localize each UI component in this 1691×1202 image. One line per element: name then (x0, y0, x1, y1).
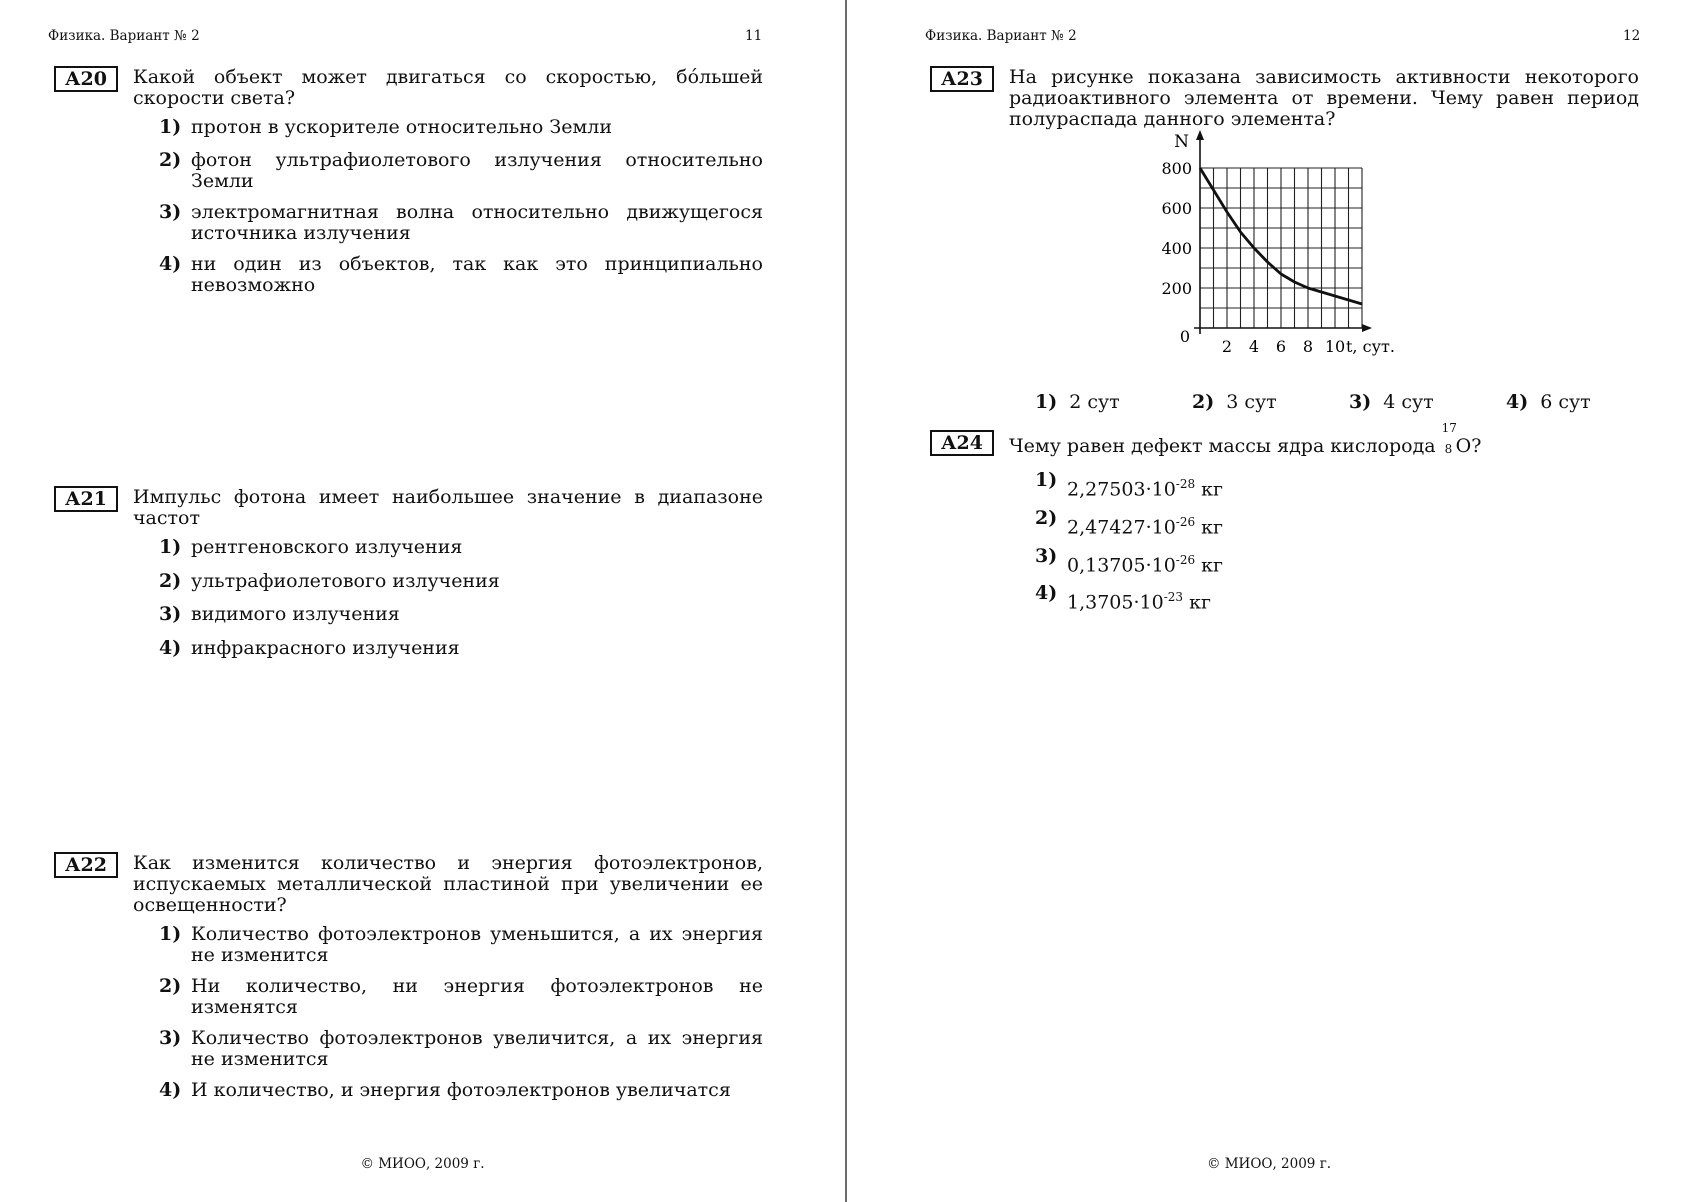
element-symbol: O (1455, 435, 1472, 457)
isotope-notation (1441, 421, 1457, 456)
decay-chart (1161, 132, 1395, 387)
option-text: инфракрасного излучения (191, 637, 460, 659)
y-tick-label: 400 (1161, 239, 1192, 258)
atomic-number: 8 (1444, 442, 1453, 456)
question-text: Импульс фотона имеет наибольшее значение в диапазоне частот (133, 486, 763, 529)
question-text: Как изменится количество и энергия фотоэлектронов, испускаемых металлической пластиной при увеличении ее освещенности? (133, 852, 763, 916)
option-text: видимого излучения (191, 603, 400, 625)
option-number: 1) (1035, 469, 1058, 491)
option-number: 4) (1035, 582, 1058, 604)
option-text: 4 сут (1383, 391, 1434, 413)
origin-label: 0 (1179, 327, 1190, 346)
page-number: 11 (745, 28, 763, 44)
x-tick-label: 4 (1248, 337, 1260, 356)
option-value (1067, 474, 1627, 500)
unit: кг (1201, 554, 1224, 577)
option-text: рентгеновского излучения (191, 536, 463, 558)
option-number: 4) (159, 1079, 182, 1101)
question-suffix: ? (1471, 435, 1482, 457)
page-number: 12 (1623, 28, 1641, 44)
option-value (1067, 512, 1627, 538)
question-text (1009, 421, 1649, 457)
option-number: 1) (159, 116, 182, 138)
page-footer: © МИОО, 2009 г. (1206, 1156, 1332, 1172)
option-number: 4) (1506, 391, 1529, 413)
unit: кг (1201, 478, 1224, 501)
answer-option[interactable] (1506, 391, 1591, 413)
question-text: На рисунке показана зависимость активности некоторого радиоактивного элемента от времени. Чему равен период полураспада данного элемента? (1009, 66, 1639, 130)
chart-labels (1161, 132, 1394, 356)
right-page (847, 0, 1691, 1202)
left-page (0, 0, 845, 1202)
question-prefix: Чему равен дефект массы ядра кислорода (1009, 435, 1442, 457)
option-value (1067, 550, 1627, 576)
option-number: 4) (159, 253, 182, 275)
task-id-badge: А20 (54, 66, 118, 92)
option-text: ни один из объектов, так как это принципиально невозможно (191, 253, 763, 296)
x-tick-label: 8 (1302, 337, 1314, 356)
mantissa: 1,3705·10 (1067, 591, 1164, 614)
option-text: протон в ускорителе относительно Земли (191, 116, 612, 138)
option-number: 2) (159, 975, 182, 997)
x-axis-label: t, сут. (1346, 337, 1395, 356)
x-tick-label: 2 (1221, 337, 1233, 356)
option-number: 3) (1349, 391, 1372, 413)
option-value (1067, 587, 1627, 613)
x-tick-label: 6 (1275, 337, 1287, 356)
mantissa: 2,27503·10 (1067, 478, 1176, 501)
option-text: фотон ультрафиолетового излучения относительно Земли (191, 149, 763, 192)
option-text: 3 сут (1226, 391, 1277, 413)
exponent: -28 (1175, 477, 1196, 491)
option-number: 1) (159, 923, 182, 945)
y-axis-arrow (1196, 130, 1204, 140)
option-number: 2) (159, 570, 182, 592)
unit: кг (1201, 516, 1224, 539)
answer-option[interactable] (1192, 391, 1277, 413)
x-tick-label: 10 (1324, 337, 1346, 356)
mantissa: 0,13705·10 (1067, 554, 1176, 577)
option-number: 1) (1035, 391, 1058, 413)
option-text: ультрафиолетового излучения (191, 570, 500, 592)
unit: кг (1189, 591, 1211, 614)
option-text: 6 сут (1540, 391, 1591, 413)
exponent: -26 (1175, 515, 1196, 529)
option-number: 3) (159, 201, 182, 223)
task-id-badge: А22 (54, 852, 118, 878)
option-number: 4) (159, 637, 182, 659)
option-number: 3) (159, 603, 182, 625)
answer-option[interactable] (1349, 391, 1434, 413)
option-number: 2) (159, 149, 182, 171)
page-header-subject: Физика. Вариант № 2 (925, 28, 1077, 44)
mantissa: 2,47427·10 (1067, 516, 1176, 539)
x-axis-arrow (1362, 324, 1372, 332)
option-number: 2) (1192, 391, 1215, 413)
task-id-badge: А23 (930, 66, 994, 92)
option-text: 2 сут (1069, 391, 1120, 413)
question-text: Какой объект может двигаться со скоростью, бóльшей скорости света? (133, 66, 763, 109)
option-number: 3) (159, 1027, 182, 1049)
chart-grid (1200, 168, 1362, 328)
page-footer: © МИОО, 2009 г. (360, 1156, 485, 1172)
y-tick-label: 800 (1161, 159, 1192, 178)
option-number: 1) (159, 536, 182, 558)
option-text: электромагнитная волна относительно движущегося источника излучения (191, 201, 763, 244)
y-tick-label: 200 (1161, 279, 1192, 298)
option-text: И количество, и энергия фотоэлектронов увеличатся (191, 1079, 731, 1101)
option-number: 3) (1035, 545, 1058, 567)
option-text: Количество фотоэлектронов уменьшится, а их энергия не изменится (191, 923, 763, 966)
chart-axes (1194, 130, 1372, 334)
y-tick-label: 600 (1161, 199, 1192, 218)
answer-option[interactable] (1035, 391, 1120, 413)
mass-number: 17 (1441, 421, 1457, 435)
task-id-badge: А24 (930, 430, 994, 456)
page-header-subject: Физика. Вариант № 2 (48, 28, 200, 44)
option-number: 2) (1035, 507, 1058, 529)
y-axis-label: N (1174, 132, 1189, 152)
option-text: Ни количество, ни энергия фотоэлектронов не изменятся (191, 975, 763, 1018)
task-id-badge: А21 (54, 486, 118, 512)
exponent: -23 (1163, 590, 1184, 604)
exponent: -26 (1175, 553, 1196, 567)
option-text: Количество фотоэлектронов увеличится, а их энергия не изменится (191, 1027, 763, 1070)
